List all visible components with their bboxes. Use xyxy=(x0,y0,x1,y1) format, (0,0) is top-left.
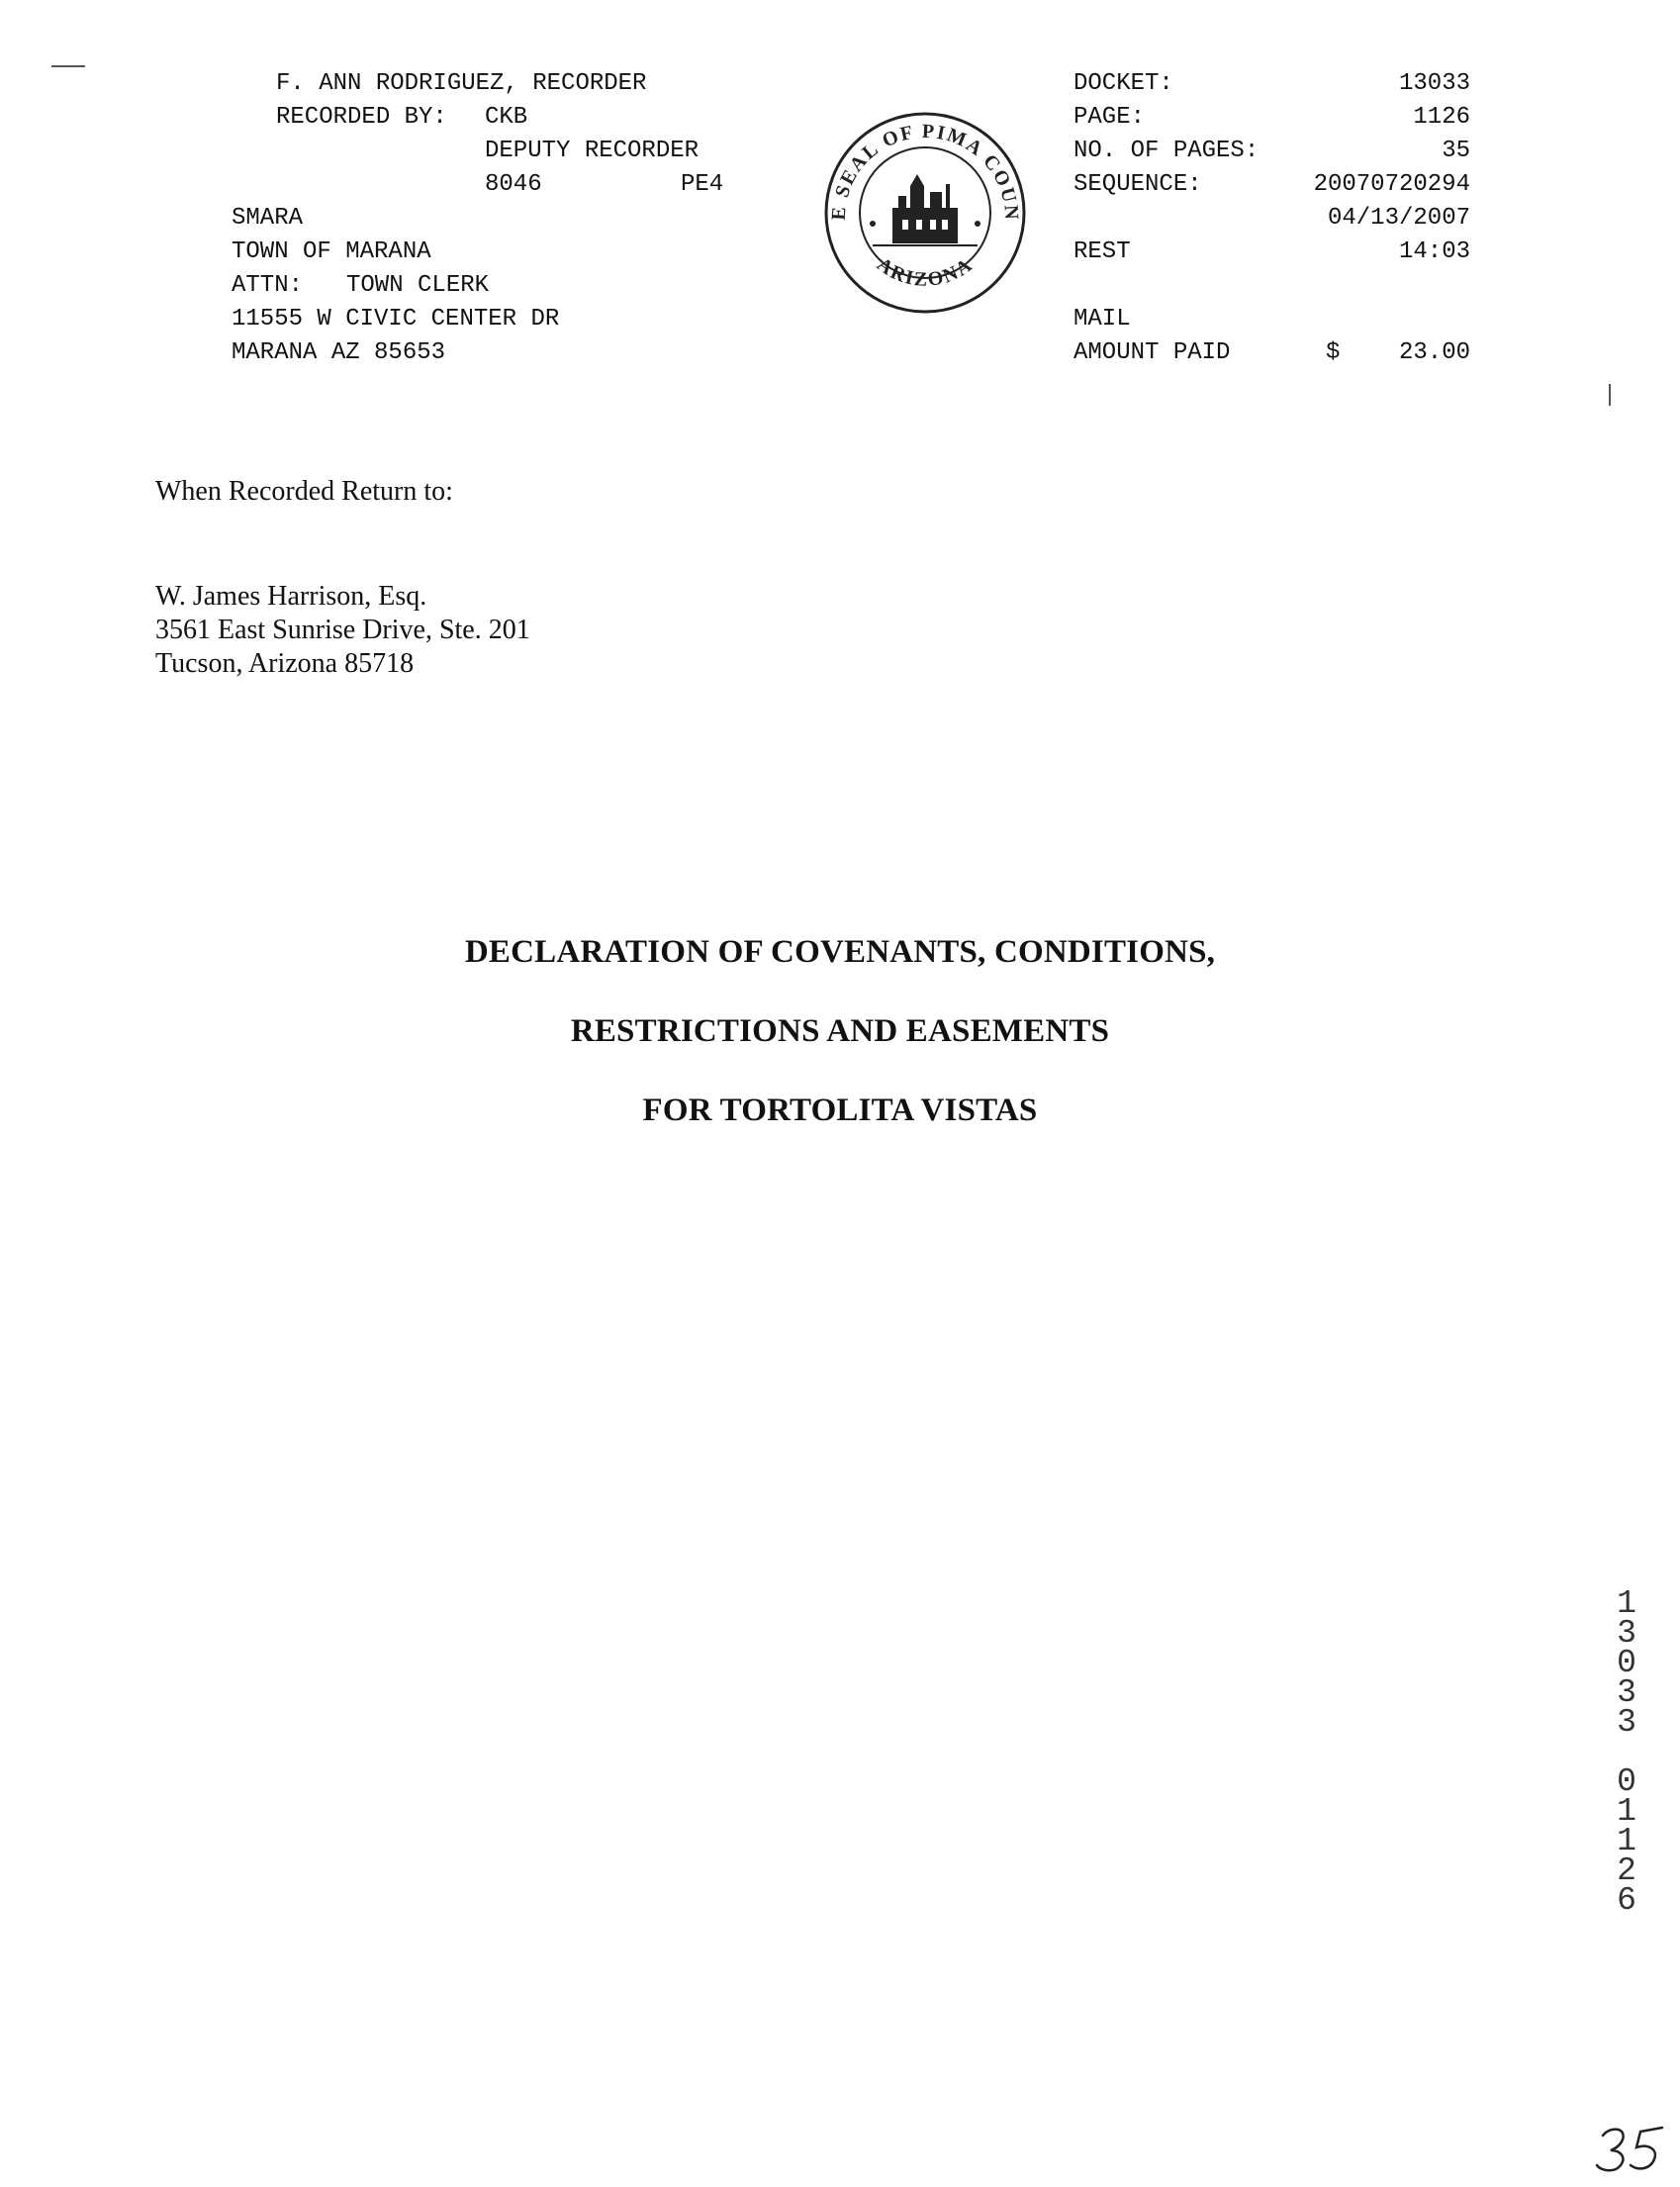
handwritten-page-number-icon xyxy=(1593,2118,1672,2177)
amount-value: 23.00 xyxy=(1398,339,1470,366)
side-stamp-digit: 1 xyxy=(1617,1585,1636,1622)
side-stamp-digit: 1 xyxy=(1617,1823,1636,1859)
recorder-name: F. ANN RODRIGUEZ, RECORDER xyxy=(276,70,647,97)
scan-mark-right xyxy=(1609,384,1611,406)
return-to-street: 3561 East Sunrise Drive, Ste. 201 xyxy=(155,615,530,645)
recorder-code-left: 8046 xyxy=(485,171,542,198)
return-to-heading: When Recorded Return to: xyxy=(155,476,453,507)
document-title-line-1: DECLARATION OF COVENANTS, CONDITIONS, xyxy=(464,934,1216,970)
side-stamp-digit: 3 xyxy=(1617,1704,1636,1741)
side-stamp-digit: 2 xyxy=(1617,1853,1636,1889)
side-stamp-digit: 3 xyxy=(1617,1615,1636,1652)
amount-currency: $ xyxy=(1326,339,1341,366)
svg-text:ARIZONA xyxy=(873,253,978,291)
recorder-code-right: PE4 xyxy=(681,171,724,198)
side-stamp-digit: 0 xyxy=(1617,1645,1636,1681)
mail-to-attn-value: TOWN CLERK xyxy=(346,272,490,299)
rest-label: REST xyxy=(1073,238,1131,265)
record-date: 04/13/2007 xyxy=(1327,205,1470,232)
pages-label: NO. OF PAGES: xyxy=(1073,138,1260,164)
recorded-by-label: RECORDED BY: xyxy=(276,104,447,131)
page-value: 1126 xyxy=(1413,104,1470,131)
pages-value: 35 xyxy=(1442,138,1470,164)
side-stamp xyxy=(1607,1585,1646,1919)
scan-mark xyxy=(51,65,85,67)
seal-bottom-text: ARIZONA xyxy=(873,253,978,291)
sequence-label: SEQUENCE: xyxy=(1073,171,1202,198)
county-seal-icon xyxy=(821,109,1029,317)
document-title-line-3: FOR TORTOLITA VISTAS xyxy=(642,1093,1038,1128)
return-to-name: W. James Harrison, Esq. xyxy=(155,581,427,612)
county-seal xyxy=(821,109,1029,317)
mail-to-city: MARANA AZ 85653 xyxy=(232,339,446,366)
page-label: PAGE: xyxy=(1073,104,1146,131)
record-time: 14:03 xyxy=(1398,238,1470,265)
deputy-recorder: DEPUTY RECORDER xyxy=(485,138,700,164)
seal-top-text: E SEAL OF PIMA COUN xyxy=(827,120,1023,223)
document-title-line-2: RESTRICTIONS AND EASEMENTS xyxy=(570,1013,1110,1049)
mail-label: MAIL xyxy=(1073,306,1131,333)
mail-to-street: 11555 W CIVIC CENTER DR xyxy=(232,306,560,333)
side-stamp-digit: 1 xyxy=(1617,1793,1636,1830)
side-stamp-digit: 6 xyxy=(1617,1882,1636,1919)
docket-label: DOCKET: xyxy=(1073,70,1173,97)
return-to-city: Tucson, Arizona 85718 xyxy=(155,648,415,679)
mail-to-attn-label: ATTN: xyxy=(232,272,304,299)
amount-label: AMOUNT PAID xyxy=(1073,339,1231,366)
mail-to-name: SMARA xyxy=(232,205,304,232)
side-stamp-digit: 0 xyxy=(1617,1763,1636,1800)
docket-value: 13033 xyxy=(1398,70,1470,97)
side-stamp-digit: 3 xyxy=(1617,1674,1636,1711)
mail-to-org: TOWN OF MARANA xyxy=(232,238,431,265)
sequence-value: 20070720294 xyxy=(1313,171,1470,198)
handwritten-page-number xyxy=(1593,2118,1672,2177)
recorded-by-value: CKB xyxy=(485,104,528,131)
